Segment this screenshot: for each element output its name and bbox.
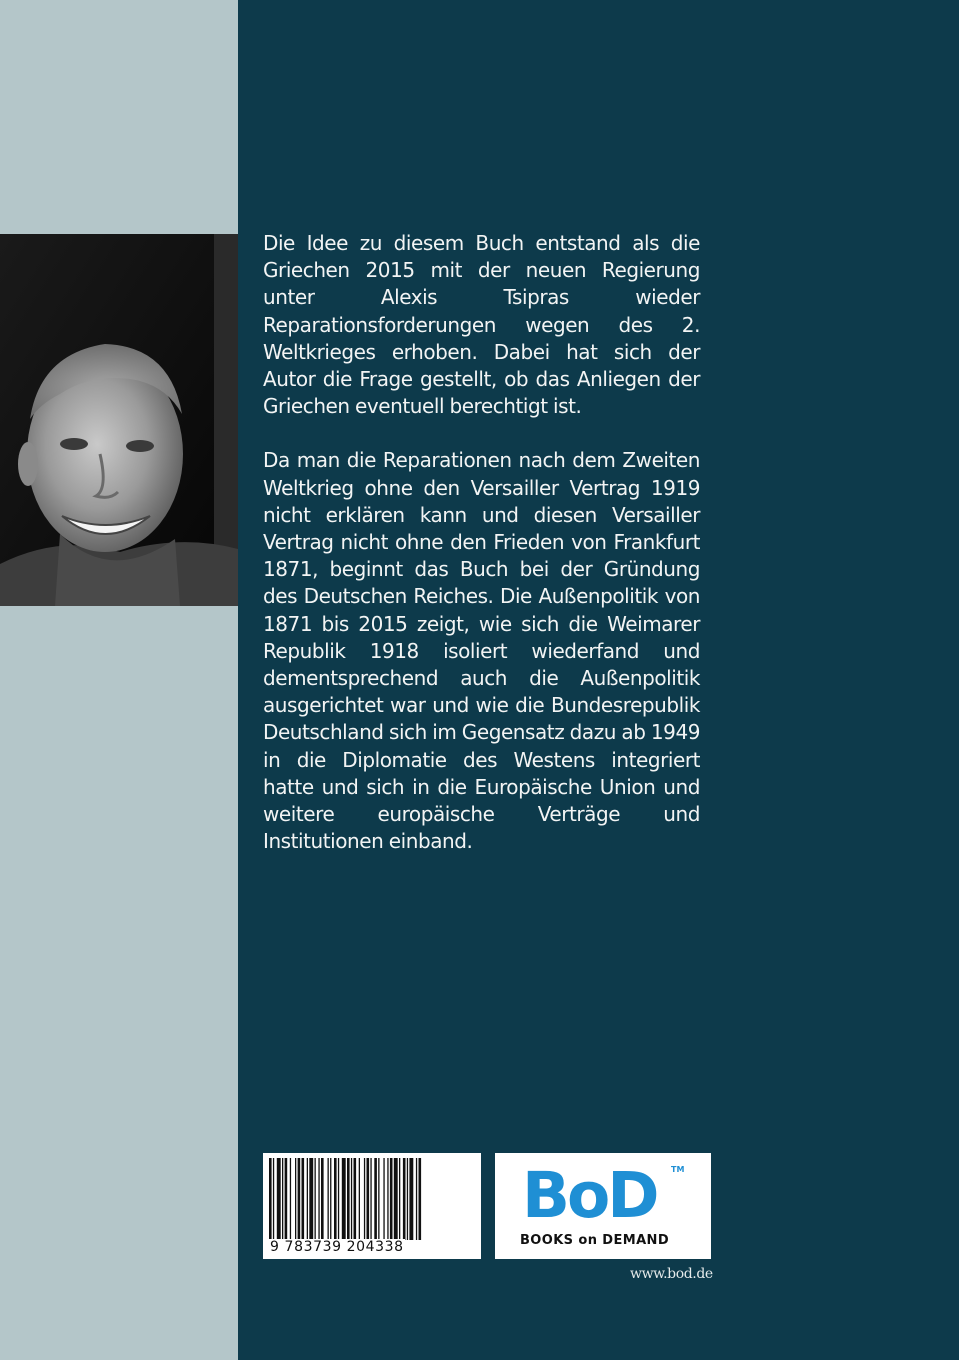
barcode-bar	[370, 1158, 371, 1240]
barcode-bar	[302, 1158, 305, 1240]
barcode-bar	[416, 1158, 417, 1240]
barcode-bar	[309, 1158, 313, 1240]
barcode-bar	[338, 1158, 339, 1240]
barcode-bar	[390, 1158, 393, 1240]
barcode-bar	[330, 1158, 331, 1240]
barcode-bar	[367, 1158, 370, 1240]
barcode-bar	[403, 1158, 406, 1240]
barcode-bar	[307, 1158, 308, 1240]
barcode-bar	[298, 1158, 301, 1240]
isbn-barcode	[263, 1153, 481, 1259]
barcode-bar	[347, 1158, 350, 1240]
barcode-bar	[399, 1158, 400, 1240]
barcode-bar	[409, 1158, 413, 1240]
barcode-bar	[290, 1158, 291, 1240]
barcode-bar	[315, 1158, 316, 1240]
barcode-bar	[285, 1158, 288, 1240]
barcode-bar	[374, 1158, 377, 1240]
isbn-number: 9 783739 204338	[270, 1239, 404, 1255]
author-portrait-icon	[0, 234, 238, 606]
barcode-bar	[342, 1158, 346, 1240]
back-cover-blurb	[263, 230, 700, 882]
barcode-bar	[295, 1158, 296, 1240]
publisher-url: www.bod.de	[630, 1266, 713, 1282]
barcode-bar	[354, 1158, 357, 1240]
barcode-bar	[318, 1158, 319, 1240]
barcode-bar	[359, 1158, 360, 1240]
left-color-strip	[0, 0, 238, 1360]
barcode-bar	[351, 1158, 352, 1240]
barcode-bar	[334, 1158, 337, 1240]
publisher-tagline: BOOKS on DEMAND	[520, 1233, 670, 1248]
barcode-bar	[269, 1158, 272, 1240]
barcode-bar	[419, 1158, 422, 1240]
barcode-bar	[328, 1158, 329, 1240]
barcode-bar	[383, 1158, 384, 1240]
barcode-bar	[378, 1158, 379, 1240]
barcode-bar	[273, 1158, 274, 1240]
barcode-bar	[364, 1158, 365, 1240]
barcode-bar	[407, 1158, 408, 1240]
bod-logo: BoD	[522, 1159, 657, 1232]
barcode-bar	[394, 1158, 398, 1240]
barcode-bar	[321, 1158, 324, 1240]
publisher-logo-box	[495, 1153, 711, 1259]
blurb-paragraph-2: Da man die Reparationen nach dem Zweiten Weltkrieg ohne den Versailler Vertrag 1919 nicht erklären kann und diesen Versailler Vertrag nicht ohne den Frieden von Frankfurt 1871, beginnt das Buch bei der Gründung des Deutschen Reiches. Die Außenpolitik von 1871 bis 2015 zeigt, wie sich die Weimarer Republik 1918 isoliert wiederfand und dementsprechend auch die Außenpolitik ausgerichtet war und wie die Bundesrepublik Deutschland sich im Gegensatz dazu ab 1949 in die Diplomatie des Westens integriert hatte und sich in die Europäische Union und weitere europäische Verträge und Institutionen einband.	[263, 448, 700, 854]
barcode-bar	[282, 1158, 283, 1240]
blurb-paragraph-1: Die Idee zu diesem Buch entstand als die Griechen 2015 mit der neuen Regierung unter Alexis Tsipras wieder Reparationsforderungen wegen des 2. Weltkrieges erhoben. Dabei hat sich der Autor die Frage gestellt, ob das Anliegen der Griechen eventuell berechtigt ist.	[263, 231, 700, 419]
trademark-mark: TM	[671, 1165, 685, 1174]
barcode-bar	[277, 1158, 281, 1240]
barcode-bar	[387, 1158, 388, 1240]
